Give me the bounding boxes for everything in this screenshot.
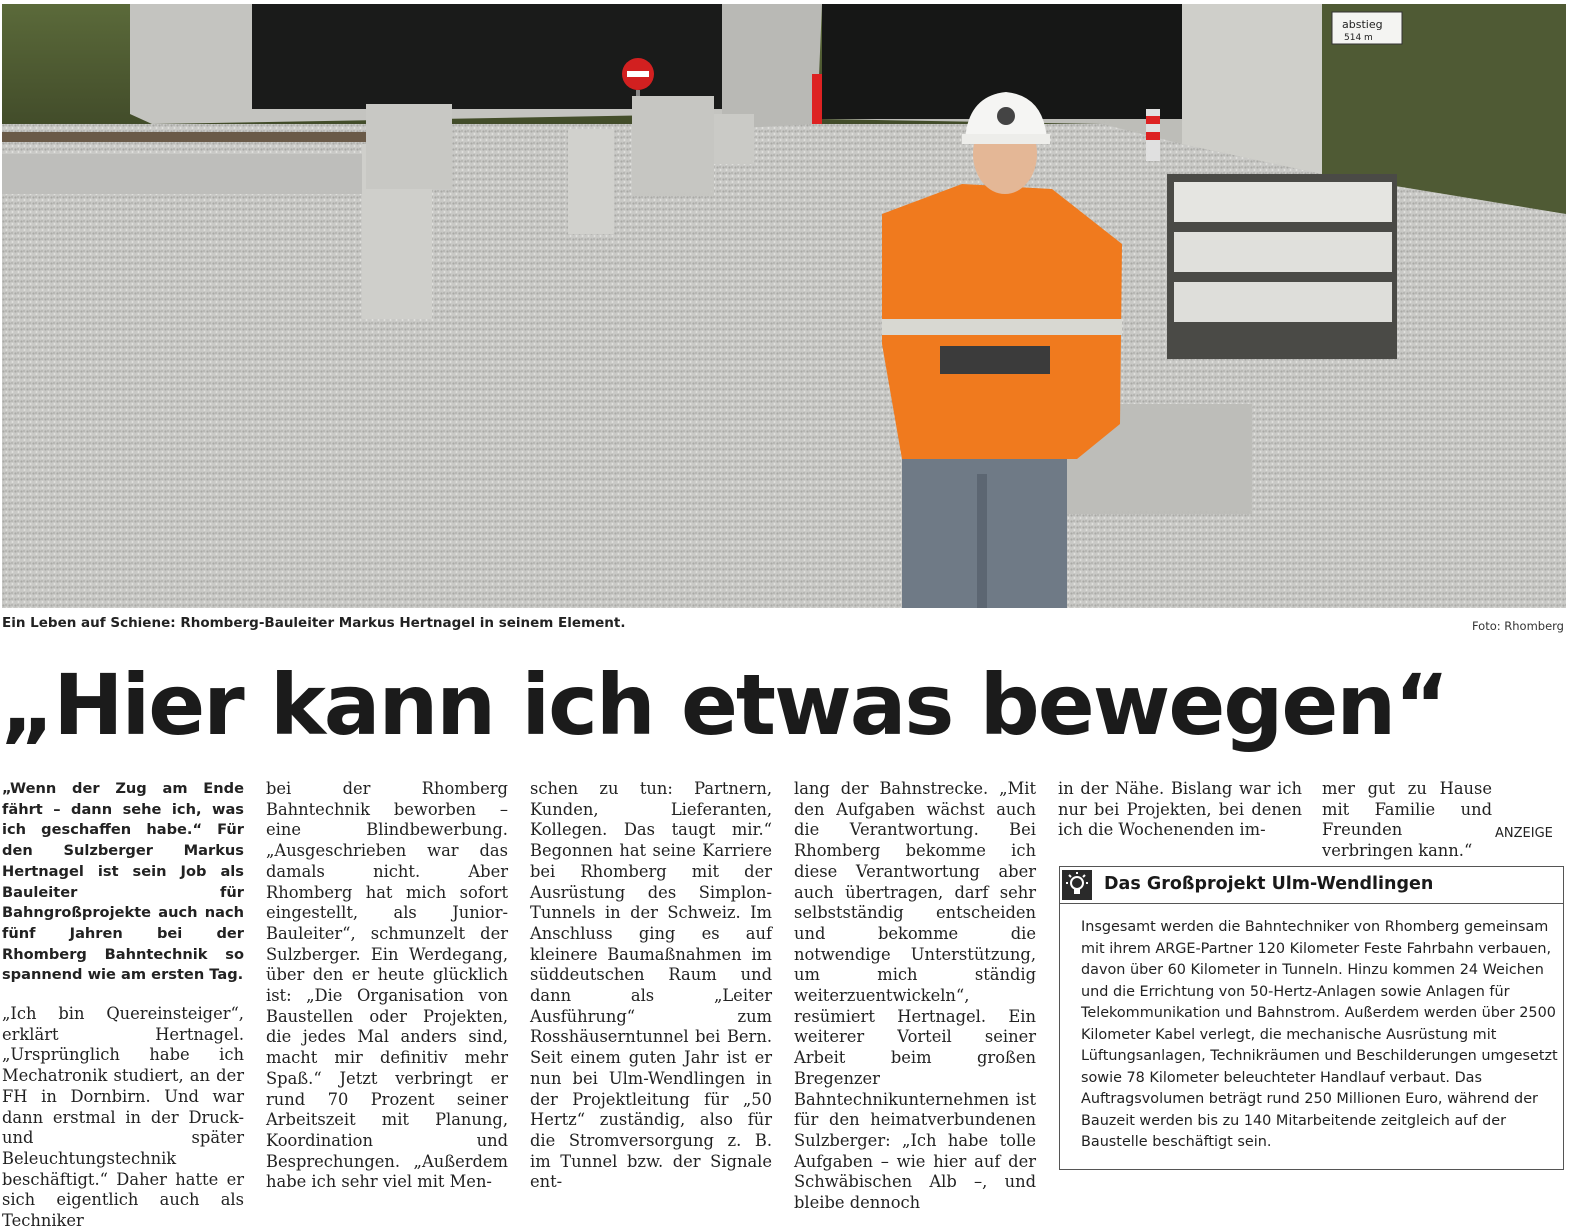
article-column-4 [794,779,1036,1214]
article-paragraph: bei der Rhomberg Bahntechnik beworben – eine Blindbewerbung. „Ausgeschrieben war das damals nicht. Aber Rhomberg hat mich sofort eingestellt, als Junior-Bauleiter“, schmunzelt der Sulzberger. Ein Werdegang, über den er heute glücklich ist: „Die Organisation von Baustellen oder Projekten, die jedes Mal anders sind, macht mir definitiv mehr Spaß.“ Jetzt verbringt er rund 70 Prozent seiner Arbeitszeit mit Planung, Koordination und Besprechungen. „Außerdem habe ich sehr viel mit Men- [266,779,508,1192]
article-column-1 [2,779,244,1232]
article-paragraph: in der Nähe. Bislang war ich nur bei Projekten, bei denen ich die Wochenenden im- [1058,779,1302,840]
article-photo [2,4,1566,608]
photo-illustration [2,4,1566,608]
sign-subtext: 514 m [1344,33,1373,43]
lightbulb-icon [1062,870,1092,900]
article-column-3 [530,779,772,1193]
info-box [1059,866,1564,1170]
headline: „Hier kann ich etwas bewegen“ [0,656,1448,754]
article-column-6 [1322,779,1566,862]
info-box-title: Das Großprojekt Ulm-Wendlingen [1104,874,1434,894]
info-box-header [1060,867,1563,904]
article-paragraph: „Ich bin Quereinsteiger“, erklärt Hertnagel. „Ursprünglich habe ich Mechatronik studiert, an der FH in Dornbirn. Und war dann erstmal in der Druck- und später Beleuchtungstechnik beschäftigt.“ Daher hatte er sich eigentlich auch als Techniker [2,1004,244,1231]
ad-label: ANZEIGE [1495,826,1553,841]
article-paragraph: mer gut zu Hause mit Familie und Freunden verbringen kann.“ [1322,779,1492,861]
article-lead: „Wenn der Zug am Ende fährt – dann sehe ich, was ich geschaffen habe.“ Für den Sulzberger Markus Hertnagel ist sein Job als Bauleiter für Bahngroßprojekte auch nach fünf Jahren bei der Rhomberg Bahntechnik so spannend wie am ersten Tag. [2,780,244,984]
article-paragraph: schen zu tun: Partnern, Kunden, Lieferanten, Kollegen. Das taugt mir.“ Begonnen hat seine Karriere bei Rhomberg mit der Ausrüstung des Simplon-Tunnels in der Schweiz. Im Anschluss ging es auf kleinere Baumaßnahmen im süddeutschen Raum und dann als „Leiter Ausführung“ zum Rosshäuserntunnel bei Bern. Seit einem guten Jahr ist er nun bei Ulm-Wendlingen in der Projektleitung für „50 Hertz“ zuständig, also für die Stromversorgung z. B. im Tunnel bzw. der Signale ent- [530,779,772,1192]
photo-credit: Foto: Rhomberg [1471,619,1564,633]
article-paragraph: lang der Bahnstrecke. „Mit den Aufgaben wächst auch die Verantwortung. Bei Rhomberg bekomme ich diese Verantwortung aber auch übertragen, darf sehr selbstständig entscheiden und bekomme die notwendige Unterstützung, um mich ständig weiterzuentwickeln“, resümiert Hertnagel. Ein weiterer Vorteil seiner Arbeit beim großen Bregenzer Bahntechnikunternehmen ist für den heimatverbundenen Sulzberger: „Ich habe tolle Aufgaben – wie hier auf der Schwäbischen Alb –, und bleibe dennoch [794,779,1036,1213]
article-column-2 [266,779,508,1193]
photo-caption: Ein Leben auf Schiene: Rhomberg-Bauleiter Markus Hertnagel in seinem Element. [2,615,626,631]
article-column-5 [1058,779,1302,841]
info-box-text: Insgesamt werden die Bahntechniker von Rhomberg gemeinsam mit ihrem ARGE-Partner 120 Kilometer Feste Fahrbahn verbauen, davon über 60 Kilometer in Tunneln. Hinzu kommen 24 Weichen und die Errichtung von 50-Hertz-Anlagen sowie Anlagen für Telekommunikation und Bahnstrom. Außerdem werden über 2500 Kilometer Kabel verlegt, die mechanische Ausrüstung mit Lüftungsanlagen, Technikräumen und Beschilderungen umgesetzt sowie 78 Kilometer beleuchteter Handlauf verbaut. Das Auftragsvolumen beträgt rund 250 Millionen Euro, während der Bauzeit werden bis zu 140 Mitarbeitende zeitgleich auf der Baustelle beschäftigt sein. [1081,919,1558,1150]
sign-text: abstieg [1342,18,1383,31]
